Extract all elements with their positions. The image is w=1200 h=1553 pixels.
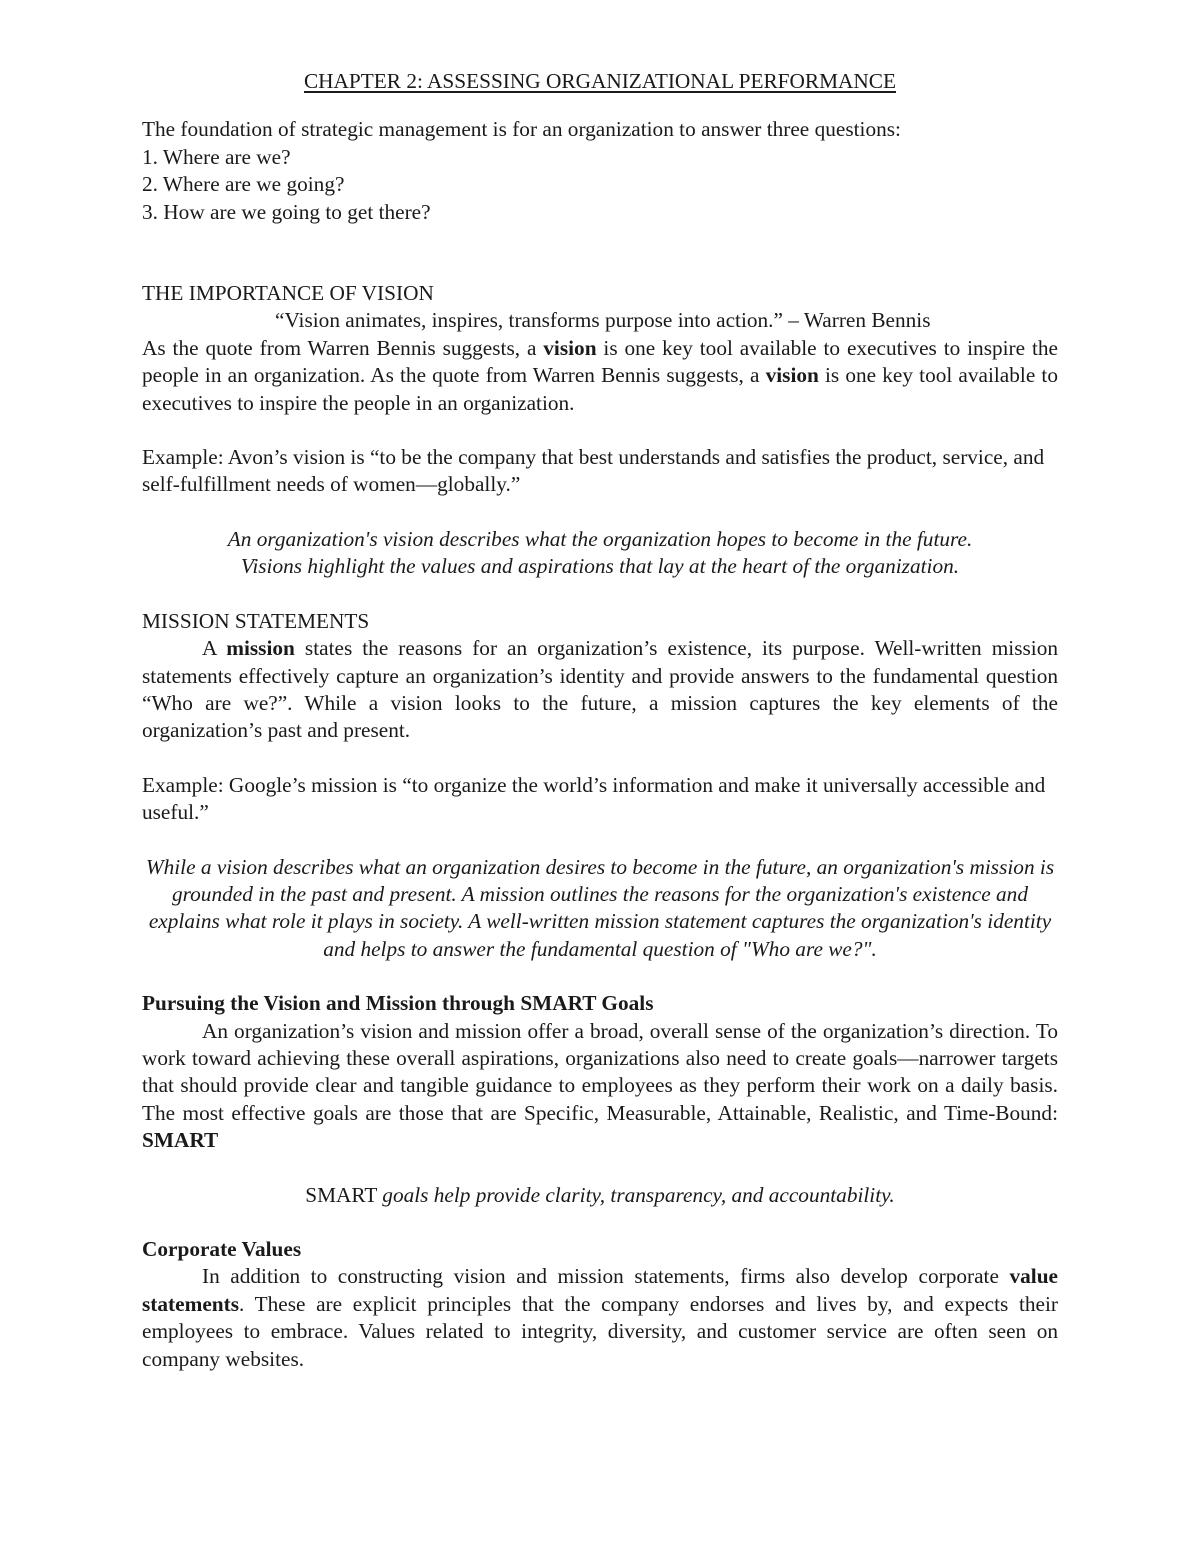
vision-term: vision — [765, 363, 819, 388]
mission-paragraph: A mission states the reasons for an organization’s existence, its purpose. Well-written mission statements effectively capture an organization’s identity and provide answers to the fundamental question “Who are we?”. While a vision looks to the future, a mission captures the key elements of the organization’s past and present. — [142, 636, 1058, 743]
mission-summary: While a vision describes what an organization desires to become in the future, an organization's mission is grounded in the past and present. A mission outlines the reasons for the organization's existence and explains what role it plays in society. A well-written mission statement captures the organization's identity and helps to answer the fundamental question of "Who are we?". — [145, 854, 1055, 961]
smart-term: SMART — [142, 1128, 219, 1153]
intro-paragraph: The foundation of strategic management is for an organization to answer three questions: — [142, 117, 901, 142]
values-heading: Corporate Values — [142, 1237, 302, 1261]
vision-summary-line-1: An organization's vision describes what the organization hopes to become in the future. — [227, 526, 973, 551]
smart-summary: SMART goals help provide clarity, transparency, and accountability. — [305, 1182, 895, 1207]
vision-paragraph: As the quote from Warren Bennis suggests, a vision is one key tool available to executives to inspire the people in an organization. As the quote from Warren Bennis suggests, a vision is one key tool available to executives to inspire the people in an organization. — [142, 335, 1058, 415]
vision-term: vision — [543, 335, 597, 360]
values-paragraph: In addition to constructing vision and mission statements, firms also develop corporate value statements. These are explicit principles that the company endorses and lives by, and expects their employees to embrace. Values related to integrity, diversity, and customer service are often seen on company websites. — [142, 1264, 1058, 1371]
mission-term: mission — [226, 636, 295, 661]
question-1: 1. Where are we? — [142, 144, 291, 169]
question-2: 2. Where are we going? — [142, 172, 345, 197]
mission-heading: MISSION STATEMENTS — [142, 608, 370, 633]
smart-heading: Pursuing the Vision and Mission through SMART Goals — [142, 991, 654, 1016]
vision-summary-line-2: Visions highlight the values and aspirations that lay at the heart of the organization. — [240, 554, 960, 579]
value-statements-term: value statements — [142, 1264, 1058, 1316]
google-example: Example: Google’s mission is “to organize the world’s information and make it universally accessible and useful.” — [142, 772, 1046, 825]
avon-example: Example: Avon’s vision is “to be the company that best understands and satisfies the product, service, and self-fulfillment needs of women—globally.” — [142, 445, 1045, 497]
question-3: 3. How are we going to get there? — [142, 199, 431, 224]
vision-heading: THE IMPORTANCE OF VISION — [142, 281, 434, 306]
bennis-quote: “Vision animates, inspires, transforms purpose into action.” – Warren Bennis — [275, 308, 931, 333]
chapter-title: CHAPTER 2: ASSESSING ORGANIZATIONAL PERFORMANCE — [303, 69, 897, 93]
smart-paragraph: An organization’s vision and mission offer a broad, overall sense of the organization’s direction. To work toward achieving these overall aspirations, organizations also need to create goals—narrower targets that should provide clear and tangible guidance to employees as they perform their work on a daily basis. The most effective goals are those that are Specific, Measurable, Attainable, Realistic, and Time-Bound: SMART — [142, 1018, 1058, 1153]
